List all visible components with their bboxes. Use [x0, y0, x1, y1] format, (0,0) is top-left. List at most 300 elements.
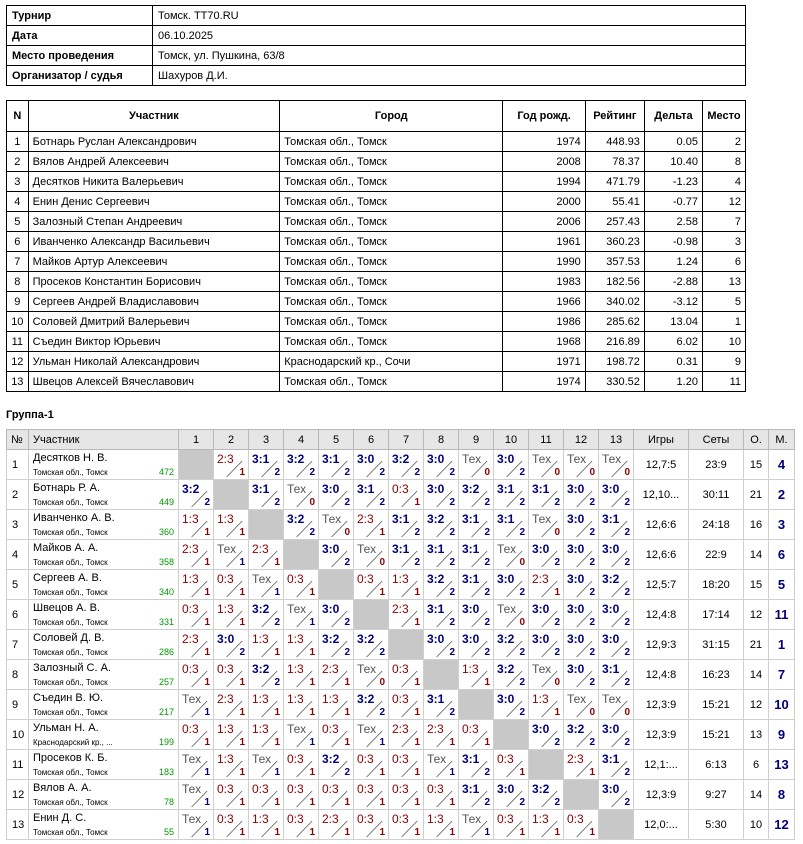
participant-cell: Томская обл., Томск	[280, 132, 503, 152]
match-result	[179, 810, 214, 840]
match-score: 1:3	[392, 572, 409, 586]
match-score: 1:3	[217, 752, 234, 766]
points-stat: 13	[744, 720, 769, 750]
participant-cell: 257.43	[585, 212, 644, 232]
match-score: Тех	[532, 512, 552, 526]
self-cell	[319, 570, 354, 600]
match-score: 2:3	[427, 722, 444, 736]
participant-cell: 11	[702, 372, 745, 392]
participant-cell: 4	[7, 192, 29, 212]
match-result	[354, 720, 389, 750]
participant-cell: 360.23	[585, 232, 644, 252]
match-result	[564, 450, 599, 480]
match-points: 2	[414, 557, 420, 568]
match-result	[319, 600, 354, 630]
match-result	[424, 570, 459, 600]
match-score: 0:3	[182, 722, 199, 736]
match-score: 3:2	[357, 692, 375, 706]
match-result	[494, 510, 529, 540]
match-score: 3:0	[497, 782, 515, 796]
group-row	[7, 600, 795, 630]
match-result	[564, 690, 599, 720]
match-score: 3:2	[287, 452, 305, 466]
match-result	[319, 450, 354, 480]
row-number: 8	[7, 660, 29, 690]
player-rating: 340	[158, 587, 174, 597]
match-result	[319, 660, 354, 690]
match-result	[284, 600, 319, 630]
group-row	[7, 750, 795, 780]
participants-table	[6, 100, 746, 392]
match-result	[284, 660, 319, 690]
match-score: Тех	[497, 602, 517, 616]
row-number: 6	[7, 600, 29, 630]
match-score: 3:0	[602, 782, 620, 796]
match-points: 1	[484, 737, 490, 748]
sets-stat: 6:13	[689, 750, 744, 780]
match-result	[599, 570, 634, 600]
match-result	[459, 600, 494, 630]
match-points: 2	[624, 737, 630, 748]
grid-header-opponent: 10	[494, 430, 529, 450]
match-score: Тех	[357, 662, 377, 676]
match-score: 1:3	[462, 662, 479, 676]
participant-cell: -1.23	[644, 172, 702, 192]
match-score: 3:2	[287, 512, 305, 526]
participant-cell: 2008	[503, 152, 586, 172]
row-number: 11	[7, 750, 29, 780]
match-result	[424, 750, 459, 780]
match-result	[494, 450, 529, 480]
match-result	[529, 450, 564, 480]
match-result	[494, 690, 529, 720]
match-points: 1	[274, 767, 280, 778]
participant-cell: Ботнарь Руслан Александрович	[28, 132, 280, 152]
match-score: 0:3	[497, 812, 514, 826]
match-score: 3:0	[357, 452, 375, 466]
match-score: Тех	[287, 482, 307, 496]
sets-stat: 30:11	[689, 480, 744, 510]
match-points: 1	[414, 737, 420, 748]
match-points: 1	[309, 737, 315, 748]
participant-cell: 10.40	[644, 152, 702, 172]
match-points: 2	[519, 797, 525, 808]
match-score: 3:0	[567, 572, 585, 586]
match-result	[494, 750, 529, 780]
place-stat: 12	[769, 810, 795, 840]
player-rating: 358	[158, 557, 174, 567]
match-score: 2:3	[322, 662, 339, 676]
match-points: 1	[344, 677, 350, 688]
grid-header-opponent: 1	[179, 430, 214, 450]
player-city: Томская обл., Томск	[33, 528, 108, 537]
match-points: 2	[519, 467, 525, 478]
match-result	[459, 570, 494, 600]
participant-cell: Томская обл., Томск	[280, 232, 503, 252]
match-score: 3:2	[532, 782, 550, 796]
match-score: Тех	[462, 812, 482, 826]
info-value: Томск. TT70.RU	[153, 6, 746, 26]
participant-cell: Томская обл., Томск	[280, 152, 503, 172]
match-result	[494, 600, 529, 630]
match-result	[389, 780, 424, 810]
match-points: 2	[449, 557, 455, 568]
match-result	[424, 780, 459, 810]
match-result	[179, 720, 214, 750]
match-result	[354, 660, 389, 690]
match-score: 3:0	[322, 602, 340, 616]
participant-cell: 13.04	[644, 312, 702, 332]
match-points: 2	[414, 527, 420, 538]
match-points: 2	[589, 737, 595, 748]
match-result	[424, 630, 459, 660]
player-city: Томская обл., Томск	[33, 468, 108, 477]
match-score: 3:2	[252, 602, 270, 616]
participant-cell: 10	[702, 332, 745, 352]
match-result	[249, 540, 284, 570]
match-points: 2	[274, 497, 280, 508]
participant-cell: 12	[702, 192, 745, 212]
match-points: 2	[344, 647, 350, 658]
match-score: 3:2	[602, 572, 620, 586]
match-score: 3:1	[497, 512, 515, 526]
match-score: 3:2	[497, 662, 515, 676]
grid-header-opponent: 8	[424, 430, 459, 450]
match-points: 0	[344, 527, 350, 538]
match-result	[214, 660, 249, 690]
participant-cell: -3.12	[644, 292, 702, 312]
match-score: Тех	[182, 812, 202, 826]
games-stat: 12,10...	[634, 480, 689, 510]
match-points: 2	[484, 497, 490, 508]
match-points: 0	[554, 527, 560, 538]
points-stat: 14	[744, 540, 769, 570]
player-rating: 360	[158, 527, 174, 537]
match-score: Тех	[427, 752, 447, 766]
player-city: Томская обл., Томск	[33, 678, 108, 687]
match-points: 2	[449, 617, 455, 628]
match-result	[319, 720, 354, 750]
row-number: 5	[7, 570, 29, 600]
match-result	[179, 780, 214, 810]
participant-cell: 1983	[503, 272, 586, 292]
games-stat: 12,4:8	[634, 660, 689, 690]
match-points: 2	[344, 557, 350, 568]
match-points: 2	[554, 797, 560, 808]
match-score: 0:3	[217, 812, 234, 826]
match-result	[599, 600, 634, 630]
grid-header-num: №	[7, 430, 29, 450]
match-score: 3:2	[462, 482, 480, 496]
group-row	[7, 660, 795, 690]
match-result	[284, 810, 319, 840]
match-result	[249, 780, 284, 810]
match-points: 0	[309, 497, 315, 508]
group-title: Группа-1	[6, 409, 54, 421]
participant-cell: Томская обл., Томск	[280, 292, 503, 312]
match-result	[249, 720, 284, 750]
match-points: 2	[624, 617, 630, 628]
match-result	[179, 690, 214, 720]
match-result	[494, 780, 529, 810]
match-points: 2	[589, 587, 595, 598]
match-score: 3:1	[427, 692, 445, 706]
match-points: 2	[274, 467, 280, 478]
match-points: 1	[274, 587, 280, 598]
match-score: 3:0	[217, 632, 235, 646]
self-cell	[529, 750, 564, 780]
match-points: 2	[344, 497, 350, 508]
participant-row	[7, 192, 746, 212]
match-score: 3:0	[532, 722, 550, 736]
player-city: Томская обл., Томск	[33, 588, 108, 597]
match-points: 1	[239, 827, 245, 838]
participant-cell: 6.02	[644, 332, 702, 352]
player-name: Съедин В. Ю.	[33, 692, 104, 704]
row-number: 7	[7, 630, 29, 660]
participants-header: Место	[702, 101, 745, 132]
participant-cell: 2	[702, 132, 745, 152]
match-result	[179, 540, 214, 570]
participant-cell: 1.20	[644, 372, 702, 392]
match-score: 1:3	[252, 812, 269, 826]
match-points: 1	[449, 827, 455, 838]
participant-cell: 13	[7, 372, 29, 392]
match-score: Тех	[567, 692, 587, 706]
participant-cell: 0.05	[644, 132, 702, 152]
match-score: 3:2	[497, 632, 515, 646]
match-score: 0:3	[497, 752, 514, 766]
match-points: 2	[589, 527, 595, 538]
match-result	[354, 750, 389, 780]
participants-header: N	[7, 101, 29, 132]
player-rating: 183	[158, 767, 174, 777]
match-points: 1	[239, 617, 245, 628]
info-key: Турнир	[7, 6, 153, 26]
match-score: 0:3	[217, 572, 234, 586]
match-result	[424, 810, 459, 840]
participant-row	[7, 132, 746, 152]
match-points: 1	[274, 737, 280, 748]
match-result	[389, 450, 424, 480]
participant-cell: Томская обл., Томск	[280, 172, 503, 192]
match-score: Тех	[357, 542, 377, 556]
participant-cell: 7	[702, 212, 745, 232]
match-score: Тех	[252, 572, 272, 586]
match-result	[389, 480, 424, 510]
match-points: 2	[519, 497, 525, 508]
match-points: 0	[554, 677, 560, 688]
match-points: 1	[414, 827, 420, 838]
match-score: 0:3	[287, 752, 304, 766]
match-score: 3:0	[532, 632, 550, 646]
match-points: 1	[414, 767, 420, 778]
match-points: 2	[484, 587, 490, 598]
group-row	[7, 570, 795, 600]
match-score: 3:1	[252, 482, 270, 496]
match-points: 2	[519, 707, 525, 718]
match-score: 0:3	[182, 662, 199, 676]
match-points: 2	[239, 647, 245, 658]
match-points: 2	[449, 527, 455, 538]
participant-cell: Томская обл., Томск	[280, 332, 503, 352]
match-score: 2:3	[357, 512, 374, 526]
participant-cell: 182.56	[585, 272, 644, 292]
place-stat: 10	[769, 690, 795, 720]
match-result	[459, 750, 494, 780]
match-points: 2	[624, 527, 630, 538]
participant-cell: 3	[7, 172, 29, 192]
participants-header: Год рожд.	[503, 101, 586, 132]
match-points: 1	[414, 707, 420, 718]
self-cell	[214, 480, 249, 510]
match-result	[564, 480, 599, 510]
match-points: 1	[239, 587, 245, 598]
player-name: Десятков Н. В.	[33, 452, 108, 464]
match-score: Тех	[182, 752, 202, 766]
participant-cell: 4	[702, 172, 745, 192]
participant-cell: 6	[7, 232, 29, 252]
self-cell	[424, 660, 459, 690]
match-result	[564, 750, 599, 780]
match-result	[599, 750, 634, 780]
match-score: Тех	[322, 512, 342, 526]
match-result	[179, 570, 214, 600]
place-stat: 4	[769, 450, 795, 480]
match-points: 1	[449, 797, 455, 808]
participants-header: Дельта	[644, 101, 702, 132]
participant-row	[7, 352, 746, 372]
games-stat: 12,3:9	[634, 690, 689, 720]
match-points: 0	[589, 707, 595, 718]
group-results-grid	[6, 429, 795, 840]
player-name: Енин Д. С.	[33, 812, 87, 824]
games-stat: 12,5:7	[634, 570, 689, 600]
participant-cell: Швецов Алексей Вячеславович	[28, 372, 280, 392]
participant-cell: 3	[702, 232, 745, 252]
match-result	[529, 660, 564, 690]
match-score: 3:1	[392, 512, 410, 526]
participant-cell: 10	[7, 312, 29, 332]
player-cell	[29, 570, 179, 600]
points-stat: 15	[744, 570, 769, 600]
match-result	[564, 810, 599, 840]
games-stat: 12,1:...	[634, 750, 689, 780]
match-score: 3:0	[567, 482, 585, 496]
match-result	[459, 780, 494, 810]
participant-cell: Ульман Николай Александрович	[28, 352, 280, 372]
match-score: 3:0	[567, 602, 585, 616]
match-result	[319, 750, 354, 780]
participant-cell: Томская обл., Томск	[280, 272, 503, 292]
match-result	[424, 450, 459, 480]
match-points: 1	[414, 797, 420, 808]
participant-cell: 11	[7, 332, 29, 352]
match-points: 0	[624, 707, 630, 718]
match-score: 3:2	[322, 632, 340, 646]
sets-stat: 17:14	[689, 600, 744, 630]
grid-header-points: О.	[744, 430, 769, 450]
match-result	[354, 450, 389, 480]
place-stat: 6	[769, 540, 795, 570]
match-result	[249, 690, 284, 720]
match-score: 3:0	[532, 542, 550, 556]
participant-cell: Вялов Андрей Алексеевич	[28, 152, 280, 172]
player-cell	[29, 480, 179, 510]
match-score: 1:3	[287, 662, 304, 676]
participant-cell: 330.52	[585, 372, 644, 392]
match-points: 1	[379, 797, 385, 808]
match-result	[459, 810, 494, 840]
match-result	[319, 810, 354, 840]
participant-cell: Томская обл., Томск	[280, 252, 503, 272]
sets-stat: 15:21	[689, 720, 744, 750]
match-score: 3:0	[497, 452, 515, 466]
place-stat: 5	[769, 570, 795, 600]
match-points: 1	[239, 737, 245, 748]
player-name: Майков А. А.	[33, 542, 99, 554]
participant-cell: 1974	[503, 132, 586, 152]
place-stat: 13	[769, 750, 795, 780]
place-stat: 1	[769, 630, 795, 660]
group-row	[7, 720, 795, 750]
participant-row	[7, 212, 746, 232]
match-score: 3:2	[252, 662, 270, 676]
match-points: 1	[239, 467, 245, 478]
participant-row	[7, 152, 746, 172]
group-row	[7, 810, 795, 840]
row-number: 12	[7, 780, 29, 810]
match-result	[319, 690, 354, 720]
participant-cell: -2.88	[644, 272, 702, 292]
match-result	[354, 630, 389, 660]
match-score: 2:3	[392, 722, 409, 736]
match-result	[459, 540, 494, 570]
player-cell	[29, 720, 179, 750]
player-rating: 55	[163, 827, 174, 837]
match-score: Тех	[287, 602, 307, 616]
match-result	[459, 480, 494, 510]
match-points: 2	[589, 557, 595, 568]
games-stat: 12,4:8	[634, 600, 689, 630]
match-result	[529, 510, 564, 540]
match-points: 2	[449, 587, 455, 598]
match-score: 0:3	[217, 782, 234, 796]
match-points: 1	[204, 677, 210, 688]
match-result	[214, 720, 249, 750]
match-result	[179, 480, 214, 510]
match-score: 1:3	[217, 602, 234, 616]
match-score: 1:3	[182, 572, 199, 586]
match-points: 1	[414, 587, 420, 598]
match-score: 0:3	[392, 692, 409, 706]
participants-header: Город	[280, 101, 503, 132]
participant-cell: 1961	[503, 232, 586, 252]
player-cell	[29, 540, 179, 570]
match-score: 2:3	[217, 452, 234, 466]
match-points: 1	[309, 677, 315, 688]
match-score: 3:0	[462, 632, 480, 646]
info-key: Организатор / судья	[7, 66, 153, 86]
match-points: 2	[624, 797, 630, 808]
player-rating: 286	[158, 647, 174, 657]
match-score: 0:3	[392, 782, 409, 796]
participant-cell: -0.98	[644, 232, 702, 252]
participant-cell: 1968	[503, 332, 586, 352]
match-result	[319, 780, 354, 810]
match-points: 2	[449, 467, 455, 478]
match-score: 0:3	[392, 812, 409, 826]
